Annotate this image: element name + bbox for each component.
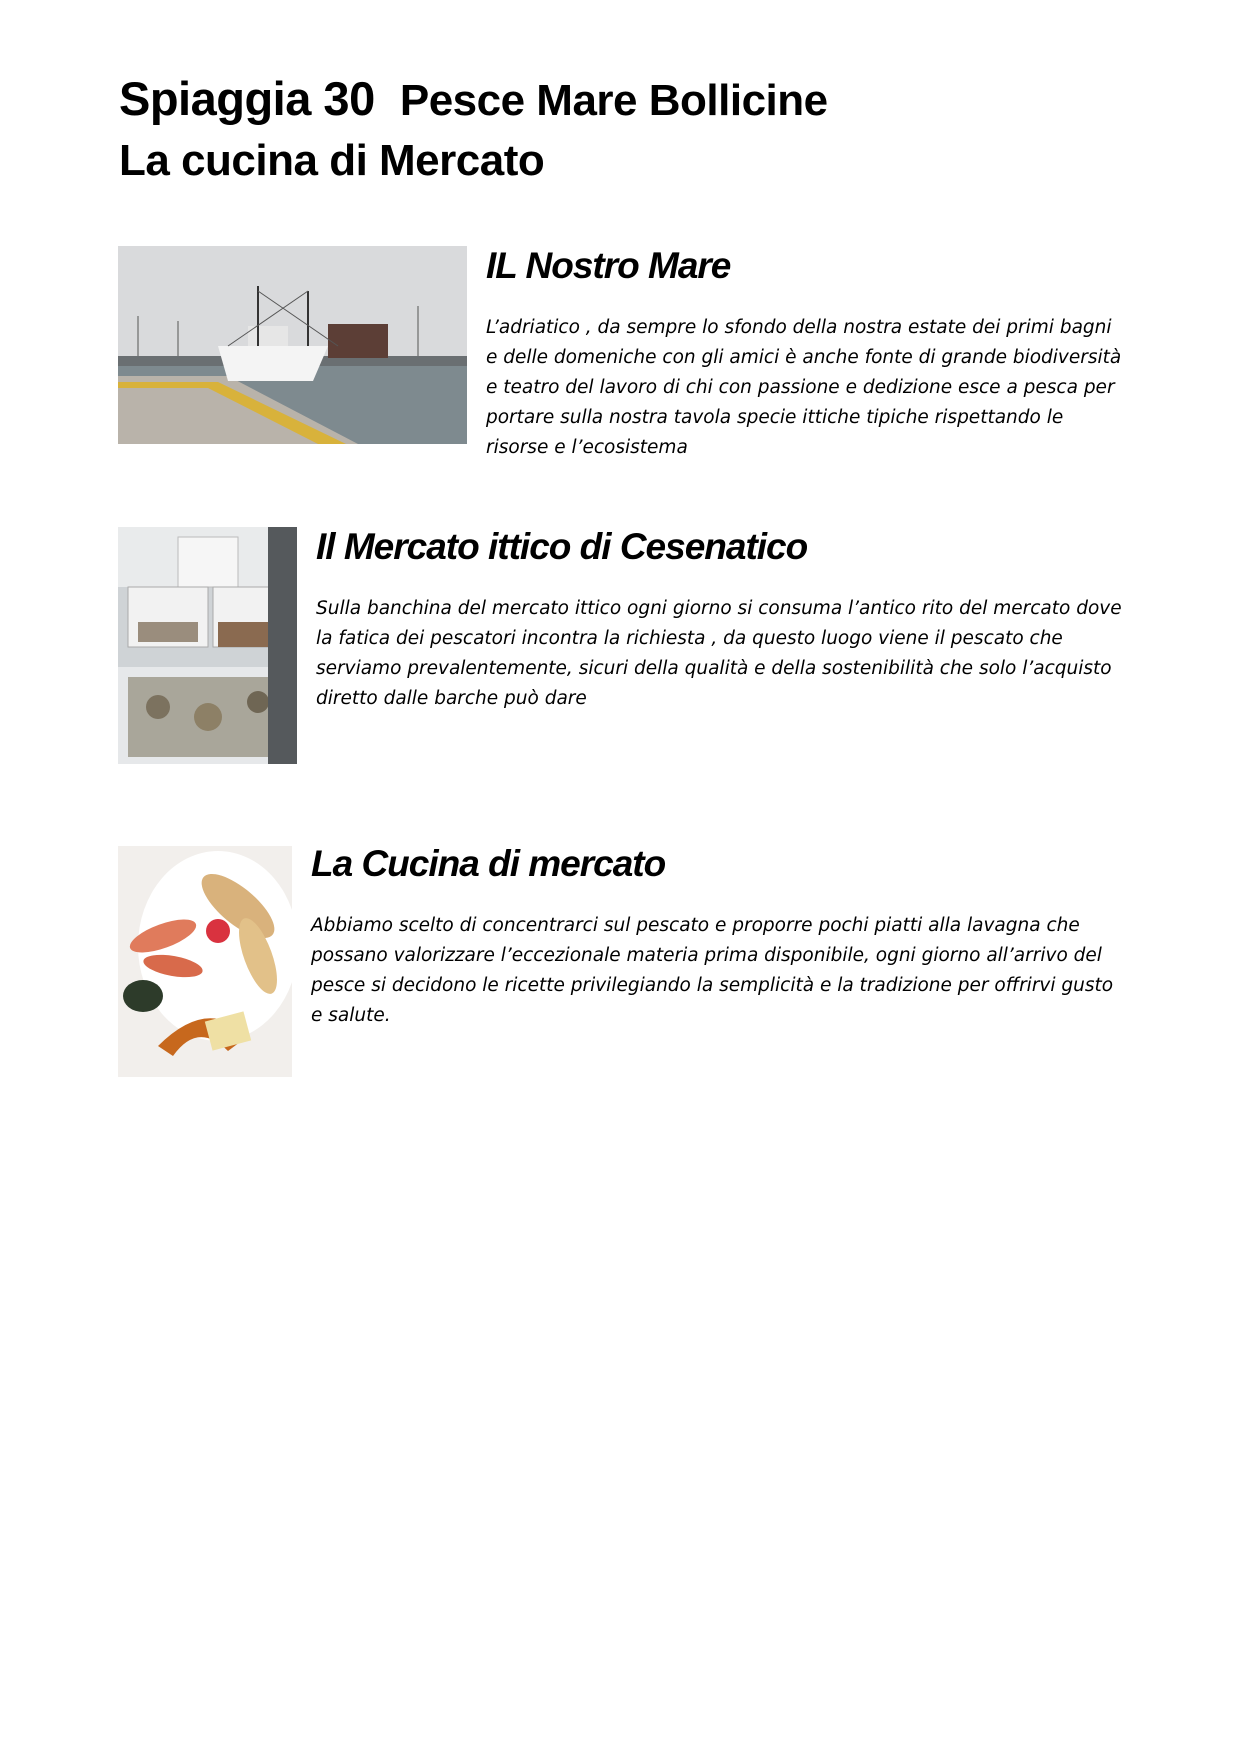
- title-restaurant-name: Spiaggia 30: [119, 72, 375, 125]
- fish-market-crates-photo: [118, 527, 297, 764]
- fishing-boat-harbor-photo: [118, 246, 467, 444]
- section-text: L’adriatico , da sempre lo sfondo della nostra estate dei primi bagni e delle domeniche con gli amici è anche fonte di grande biodiversità e teatro del lavoro di chi con passione e dedizione esce a pesca per portare sulla nostra tavola specie ittiche tipiche rispettando le risorse e l’ecosistema: [486, 317, 1122, 458]
- section-text: Sulla banchina del mercato ittico ogni giorno si consuma l’antico rito del mercato dove la fatica dei pescatori incontra la richiesta , da questo luogo viene il pescato che serviamo prevalentemente, sicuri della qualità e della sostenibilità che solo l’acquisto diretto dalle barche può dare: [316, 598, 1122, 709]
- page-title: [119, 70, 828, 190]
- title-tagline: Pesce Mare Bollicine: [399, 76, 828, 125]
- section-heading: La Cucina di mercato: [311, 843, 666, 884]
- section-text: Abbiamo scelto di concentrarci sul pescato e proporre pochi piatti alla lavagna che possano valorizzare l’eccezionale materia prima disponibile, ogni giorno all’arrivo del pesce si decidono le ricette privilegiando la semplicità e la tradizione per offrirvi gusto e salute.: [311, 915, 1114, 1026]
- title-subtitle: La cucina di Mercato: [119, 136, 545, 185]
- section-heading: IL Nostro Mare: [486, 245, 731, 286]
- section-heading: Il Mercato ittico di Cesenatico: [316, 526, 808, 567]
- grilled-fish-dish-photo: [118, 846, 292, 1077]
